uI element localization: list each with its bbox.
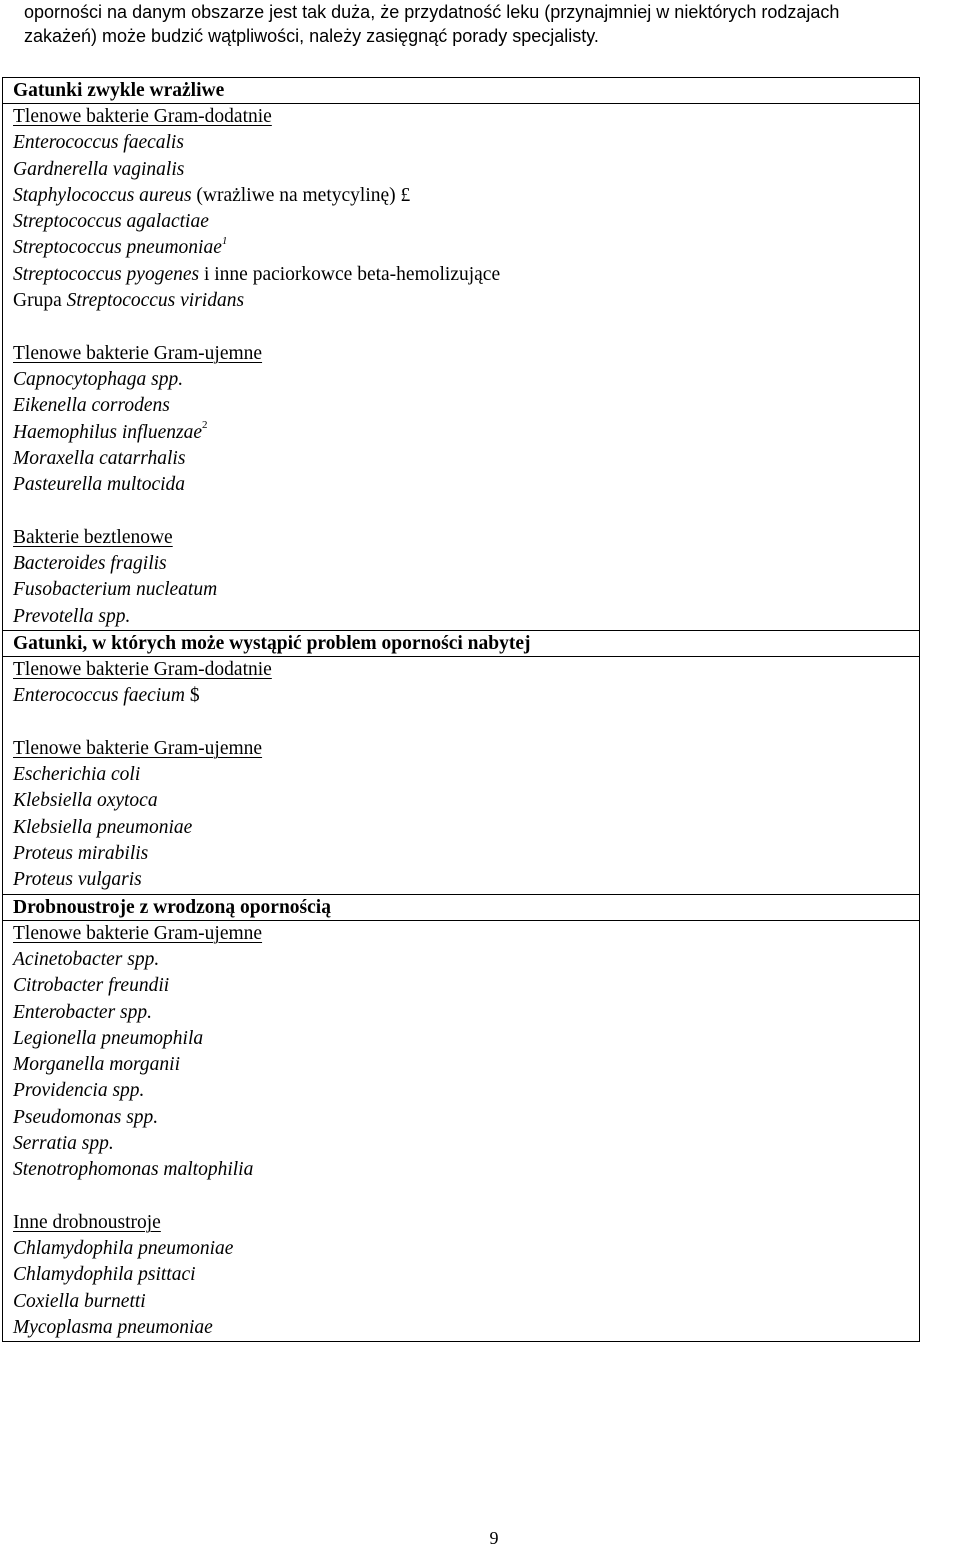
section-inherent-resistance — [3, 895, 919, 1342]
section-susceptible — [3, 78, 919, 631]
organism-item: Proteus mirabilis — [13, 843, 149, 865]
organism-item: Enterococcus faecalis — [13, 132, 184, 154]
organism-name: Enterococcus faecium — [13, 685, 186, 707]
organism-name: Haemophilus influenzae — [13, 421, 203, 443]
organism-item — [13, 262, 919, 288]
organism-name: Streptococcus pyogenes — [13, 263, 200, 285]
group-heading-gram-negative: Tlenowe bakterie Gram-ujemne — [13, 922, 263, 944]
organism-note: $ — [185, 685, 200, 707]
organism-item: Serratia spp. — [13, 1132, 114, 1154]
footnote-marker: 2 — [202, 419, 208, 432]
organism-item: Klebsiella pneumoniae — [13, 816, 193, 838]
organism-item — [13, 420, 919, 446]
organism-item: Chlamydophila psittaci — [13, 1264, 196, 1286]
spacer — [13, 1184, 919, 1210]
susceptibility-table — [2, 77, 920, 1342]
organism-item: Mycoplasma pneumoniae — [13, 1317, 213, 1339]
organism-item: Stenotrophomonas maltophilia — [13, 1159, 254, 1181]
footnote-marker: 1 — [221, 234, 228, 247]
spacer — [13, 710, 919, 736]
organism-item: Citrobacter freundii — [13, 975, 170, 997]
intro-line-2: zakażeń) może budzić wątpliwości, należy zasięgnąć porady specjalisty. — [24, 26, 599, 46]
organism-name: Streptococcus pneumoniae — [13, 237, 222, 259]
spacer — [13, 314, 919, 340]
organism-item: Moraxella catarrhalis — [13, 447, 186, 469]
section-title-acquired-resistance: Gatunki, w których może wystąpić problem oporności nabytej — [3, 631, 919, 657]
organism-name: Streptococcus viridans — [66, 290, 245, 312]
section-title-susceptible: Gatunki zwykle wrażliwe — [3, 78, 919, 104]
section-acquired-resistance — [3, 631, 919, 895]
organism-item: Enterobacter spp. — [13, 1001, 153, 1023]
group-heading-gram-negative: Tlenowe bakterie Gram-ujemne — [13, 737, 263, 759]
organism-item: Streptococcus agalactiae — [13, 211, 209, 233]
organism-item: Fusobacterium nucleatum — [13, 579, 218, 601]
organism-name: Staphylococcus aureus — [13, 184, 192, 206]
organism-item — [13, 683, 919, 709]
section-body-inherent-resistance — [3, 921, 919, 1342]
group-heading-gram-negative: Tlenowe bakterie Gram-ujemne — [13, 342, 263, 364]
organism-item: Morganella morganii — [13, 1054, 181, 1076]
intro-line-1: oporności na danym obszarze jest tak duża, że przydatność leku (przynajmniej w niektórych rodzajach — [24, 2, 840, 22]
section-title-inherent-resistance: Drobnoustroje z wrodzoną opornością — [3, 895, 919, 921]
organism-item — [13, 288, 919, 314]
organism-item: Legionella pneumophila — [13, 1027, 204, 1049]
page-number: 9 — [489, 1528, 499, 1548]
organism-item: Pasteurella multocida — [13, 474, 186, 496]
organism-item: Eikenella corrodens — [13, 395, 170, 417]
organism-note: i inne paciorkowce beta-hemolizujące — [199, 263, 501, 285]
organism-item: Proteus vulgaris — [13, 869, 142, 891]
group-heading-anaerobes: Bakterie beztlenowe — [13, 526, 173, 548]
spacer — [13, 498, 919, 524]
organism-note: (wrażliwe na metycylinę) £ — [191, 184, 411, 206]
section-body-susceptible — [3, 104, 919, 630]
group-heading-gram-positive: Tlenowe bakterie Gram-dodatnie — [13, 106, 272, 127]
organism-item: Escherichia coli — [13, 764, 141, 786]
group-heading-other: Inne drobnoustroje — [13, 1211, 161, 1233]
group-heading-gram-positive: Tlenowe bakterie Gram-dodatnie — [13, 658, 272, 680]
organism-item: Pseudomonas spp. — [13, 1106, 159, 1128]
organism-item: Acinetobacter spp. — [13, 948, 160, 970]
organism-item — [13, 235, 919, 261]
organism-item: Coxiella burnetti — [13, 1290, 146, 1312]
section-body-acquired-resistance — [3, 657, 919, 894]
organism-item: Chlamydophila pneumoniae — [13, 1238, 234, 1260]
organism-item: Gardnerella vaginalis — [13, 158, 185, 180]
intro-paragraph — [24, 0, 960, 48]
organism-item: Capnocytophaga spp. — [13, 368, 184, 390]
organism-item: Klebsiella oxytoca — [13, 790, 158, 812]
organism-item: Providencia spp. — [13, 1080, 145, 1102]
organism-item: Prevotella spp. — [13, 605, 131, 627]
organism-prefix: Grupa — [13, 290, 67, 312]
organism-item — [13, 183, 919, 209]
organism-item: Bacteroides fragilis — [13, 553, 167, 575]
